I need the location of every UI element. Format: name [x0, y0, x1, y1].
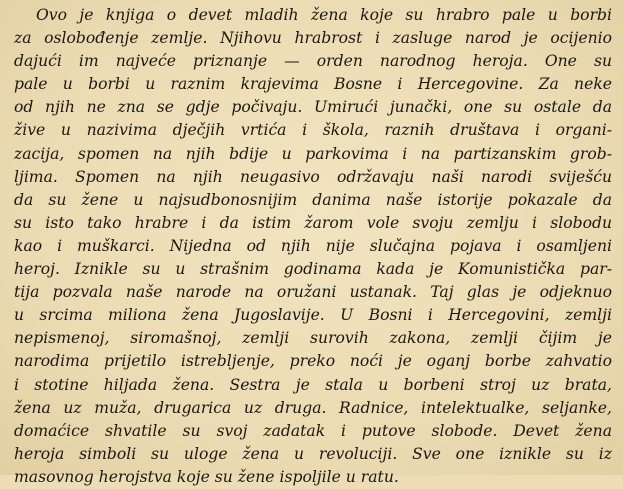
paragraph-line: da su žene u najsudbonosnijim danima naše istorije pokazale da [14, 190, 612, 209]
paragraph-line: su isto tako hrabre i da istim žarom vole svoju zemlju i slobodu [14, 213, 612, 232]
paragraph-line: od njih ne zna se gdje počivaju. Umirući junački, one su ostale da [14, 98, 612, 117]
paragraph-line: nepismenoj, siromašnoj, zemlji surovih zakona, zemlji čijim je [14, 329, 612, 348]
paragraph-line: pale u borbi u raznim krajevima Bosne i Hercegovine. Za neke [14, 75, 612, 94]
paragraph-line: dajući im najveće priznanje — orden narodnog heroja. One su [14, 52, 612, 71]
paragraph-line: heroj. Iznikle su u strašnim godinama kada je Komunistička par- [14, 260, 612, 279]
paragraph-line: žive u nazivima dječjih vrtića i škola, raznih društava i organi- [14, 121, 612, 140]
paragraph-line: za oslobođenje zemlje. Njihovu hrabrost i zasluge narod je ocijenio [14, 29, 612, 48]
paragraph-line: kao i muškarci. Nijedna od njih nije slučajna pojava i osamljeni [14, 236, 612, 255]
paragraph-line: u srcima miliona žena Jugoslavije. U Bosni i Hercegovini, zemlji [14, 306, 612, 325]
paragraph-line: heroja simboli su uloge žena u revoluciji. Sve one iznikle su iz [14, 444, 612, 463]
paragraph-line: žena uz muža, drugarica uz druga. Radnice, intelektualke, seljanke, [14, 398, 612, 417]
paragraph-line: domaćice shvatile su svoj zadatak i putove slobode. Devet žena [14, 421, 612, 440]
paragraph-line: tija pozvala naše narode na oružani ustanak. Taj glas je odjeknuo [14, 283, 612, 302]
paragraph-line: Ovo je knjiga o devet mladih žena koje su hrabro pale u borbi [36, 6, 612, 24]
paragraph-line: narodima prijetilo istrebljenje, preko noći je oganj borbe zahvatio [14, 352, 612, 371]
paragraph [14, 4, 612, 489]
paragraph-line: masovnog herojstva koje su žene ispoljile u ratu. [14, 467, 399, 486]
paragraph-line: ljima. Spomen na njih neugasivo održavaju naši narodi sviješću [14, 167, 612, 186]
paragraph-line: zacija, spomen na njih bdije u parkovima i na partizanskim grob- [14, 144, 612, 163]
paragraph-line: i stotine hiljada žena. Sestra je stala u borbeni stroj uz brata, [14, 375, 612, 394]
